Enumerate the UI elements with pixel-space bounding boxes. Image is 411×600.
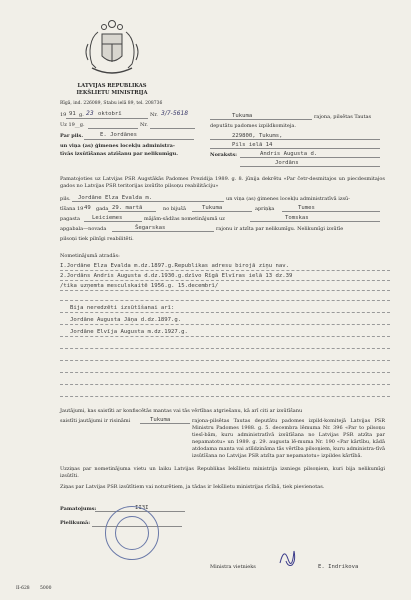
farm: Leiciemes: [92, 215, 123, 221]
farm-label: mājām-sādžas nometinājumā uz: [144, 216, 225, 222]
ref-label: Nr.: [150, 112, 158, 118]
conclusion-text: rajonu ir atzīta par nelikumīgu. Nelikumīgi izsūtīe: [216, 226, 344, 232]
deported-line: I.Jordāne Elza Evalda m.dz.1897.g.Republikas adresu birojā ziņu nav.: [60, 263, 290, 269]
subject-line1: un viņa (as) ģimenes locekļu administra-: [60, 143, 175, 149]
basis-label: Pamatojums:: [60, 506, 97, 512]
deport-year: 49: [84, 205, 91, 211]
deported-line: /tika uzņemta mesculskaitē 1956.g. 15.decembrī/: [60, 283, 219, 289]
deputy-name: E. Indrikova: [318, 564, 359, 570]
subject-line2: tīvās izsūtīšanas atzīšanu par nelikumīgu.: [60, 151, 179, 157]
deported-line: Bija neredzēti izsūtīšanai arī:: [70, 305, 175, 311]
date-g: g.: [79, 112, 84, 118]
deported-line: 2.Jordāns Andris Augusta d.dz.1930.g.dzīvo Rīgā Elvīras ielā 13 dz.39: [60, 273, 293, 279]
date-prefix: 19: [60, 112, 67, 118]
footer-para2-a: saistīti jautājumi ir risināmi: [60, 418, 131, 424]
date-year: 91: [69, 111, 76, 117]
form-code: II-628: [16, 586, 30, 591]
uz-label: Uz 19__g.: [60, 122, 85, 128]
par-label: Par pils.: [60, 133, 84, 139]
family-text: un viņa (as) ģimenes locekļu administratīvā izsū-: [226, 196, 350, 202]
ministry-header-line1: LATVIJAS REPUBLIKAS: [77, 83, 147, 89]
signature-icon: [276, 545, 300, 569]
pagasta-label: pagasta: [60, 216, 80, 222]
intro-paragraph: Pamatojoties uz Latvijas PSR Augstākās Padomes Prezidija 1989. g. 8. jūnija dekrētu «Par četr-desmitajos un piecdesmitajos gados no Latvijas PSR teritorijas izsūtīto pilsoņu reabilitāciju»: [60, 176, 385, 189]
district-from: Tukuma: [202, 205, 223, 211]
ministry-address: Rīgā, ind. 226089, Stabu ielā 89, tel. 208736: [60, 101, 163, 106]
ref-number: 3/7-5618: [161, 110, 189, 117]
gada-label: gada: [96, 206, 109, 212]
footer-para3: Uzziņas par nometinājuma vietu un laiku Latvijas Republikas Iekšlietu ministrija izsniegs pilsoņiem, kuri bija nelikumīgi izsūtīti.: [60, 466, 385, 479]
uz-nr-label: Nr.: [140, 122, 148, 128]
recipient-committee: deputātu padomes izpildkomiteja.: [210, 123, 296, 129]
basis-value: II3I: [135, 505, 149, 511]
deport-label: tīšana 19: [60, 206, 84, 212]
date-day: 23: [86, 110, 94, 117]
region-to: Tomskas: [285, 215, 309, 221]
copy-name1: Andris Augusta d.: [260, 151, 318, 157]
apgabala-label: apgabala—novada: [60, 226, 107, 232]
deported-line: Jordāne Augusta Jāņa d.dz.1897.g.: [70, 317, 182, 323]
footer-para2-district: Tukuma: [150, 417, 171, 423]
footer-para1: Jautājumi, kas saistīti ar konfiscētās mantas vai tās vērtības atgriešanu, kā arī citi ar izsūtīšanu: [60, 408, 303, 414]
pils-label: pils.: [60, 196, 71, 202]
parish: Tumes: [298, 205, 315, 211]
copy-name2: Jordāns: [275, 160, 299, 166]
apr-label: apriņķa: [255, 206, 275, 212]
footer-para2-b: rajona-pilsētas Tautas deputātu padomes izpild-komitejā Latvijas PSR Ministru Padomes 1988. g. 5. decembra lēmuma Nr. 396 «Par to pilsoņu tiesī-bām, kuru administratīvā izsūtīšana no Latvijas PSR atzīta par nepamatotu» un 1989. g. 29. augusta lē-muma Nr. 190 «Par kārtību, kādā atdodama manta vai atlīdzināma tās vērtība pilsoņiem, kuru administra-tīvā izsūtīšana no Latvijas PSR atzīta par nepamatotu» izpildes kārtībā.: [192, 418, 385, 459]
no-label: no bijušā: [163, 206, 186, 212]
recipient-district-suffix: rajona, pilsētas Tautas: [314, 114, 372, 120]
deputy-label: Ministra vietnieks: [210, 564, 256, 570]
par-name: E. Jordānes: [100, 132, 138, 138]
recipient-postcode-city: 229800, Tukums,: [232, 133, 283, 139]
rehab-text: pilsoņi tiek pilnīgi reabilitēti.: [60, 236, 134, 242]
ministry-header-line2: IEKŠLIETU MINISTRIJA: [76, 90, 148, 96]
deported-line: Jordāne Elvīja Augusta m.dz.1927.g.: [70, 329, 188, 335]
date-month: oktobrī: [98, 111, 122, 117]
footer-para4: Ziņas par Latvijas PSR izsūtītiem vai noturētiem, ja tādas ir Iekšlietu ministrijas rīcībā, tiek pievienotas.: [60, 484, 325, 490]
official-stamp: [105, 506, 159, 560]
recipient-street: Pils ielā 14: [232, 142, 273, 148]
person-name: Jordāne Elza Evalda m.: [78, 195, 153, 201]
coat-of-arms-icon: [82, 18, 142, 80]
form-qty: 5000: [40, 586, 52, 591]
attach-label: Pielikumā:: [60, 520, 91, 526]
recipient-district: Tukuma: [232, 113, 253, 119]
district-to: Šegarskas: [135, 225, 166, 231]
deport-date: 29. martā: [112, 205, 143, 211]
deported-label: Nometinājumā atradās:: [60, 253, 120, 259]
copy-label: Noraksts:: [210, 152, 238, 158]
